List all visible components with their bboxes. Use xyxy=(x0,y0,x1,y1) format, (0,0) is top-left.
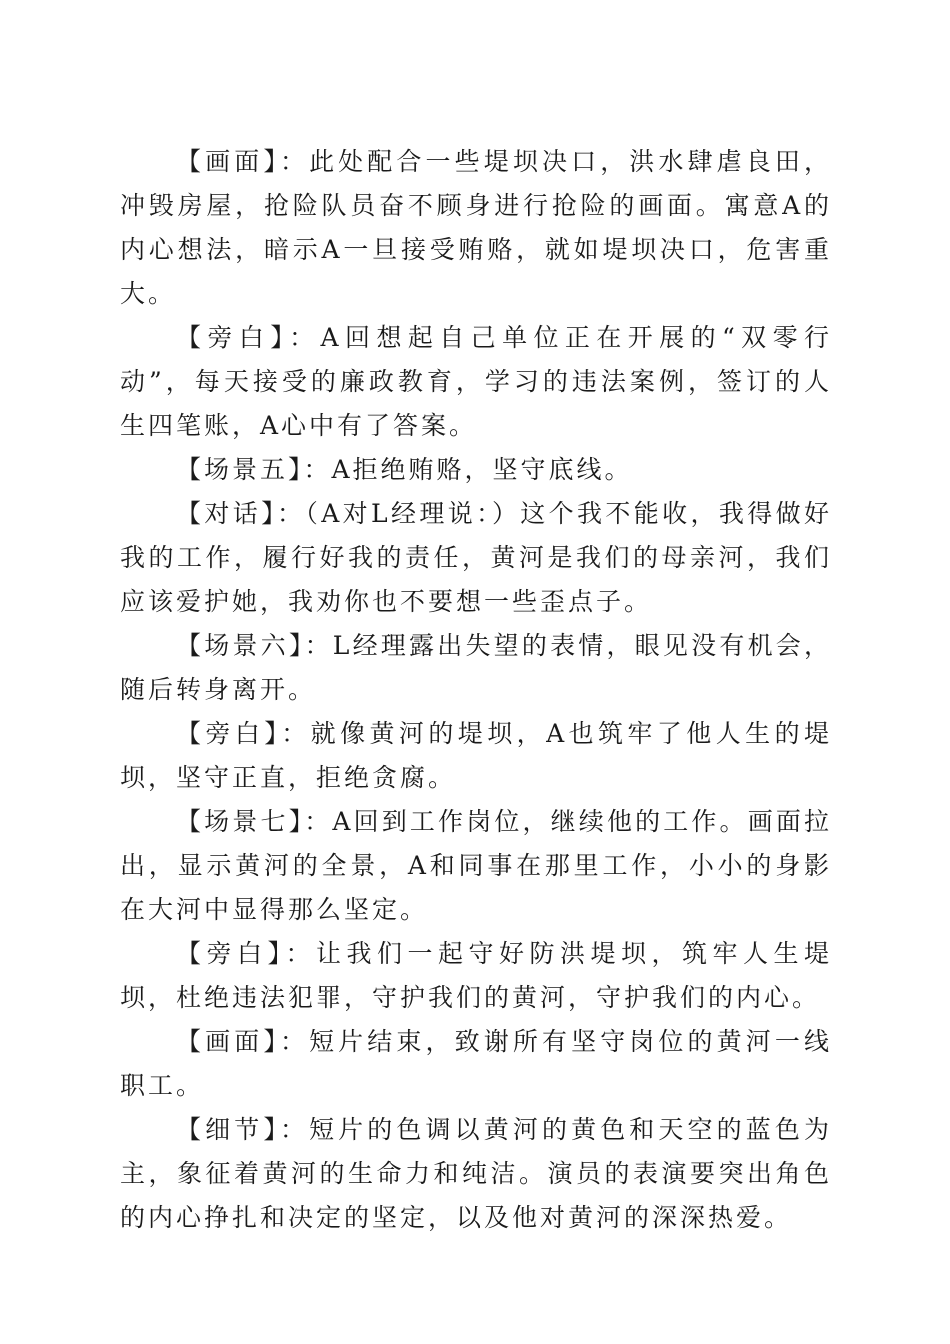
paragraph-scene-visual-2: 【画面】：短片结束，致谢所有坚守岗位的黄河一线职工。 xyxy=(120,1027,832,1100)
paragraph-narration-2: 【旁白】：就像黄河的堤坝，A也筑牢了他人生的堤坝，坚守正直，拒绝贪腐。 xyxy=(120,719,832,792)
document-body xyxy=(120,140,832,1240)
paragraph-scene-6: 【场景六】：L经理露出失望的表情，眼见没有机会，随后转身离开。 xyxy=(120,631,832,704)
paragraph-scene-visual-1: 【画面】：此处配合一些堤坝决口，洪水肆虐良田，冲毁房屋，抢险队员奋不顾身进行抢险的画面。寓意A的内心想法，暗示A一旦接受贿赂，就如堤坝决口，危害重大。 xyxy=(120,147,832,308)
paragraph-details: 【细节】：短片的色调以黄河的黄色和天空的蓝色为主，象征着黄河的生命力和纯洁。演员的表演要突出角色的内心挣扎和决定的坚定，以及他对黄河的深深热爱。 xyxy=(120,1115,832,1232)
paragraph-narration-1: 【旁白】：A回想起自己单位正在开展的“双零行动”，每天接受的廉政教育，学习的违法案例，签订的人生四笔账，A心中有了答案。 xyxy=(120,323,832,440)
paragraph-narration-3: 【旁白】：让我们一起守好防洪堤坝，筑牢人生堤坝，杜绝违法犯罪，守护我们的黄河，守护我们的内心。 xyxy=(120,939,832,1012)
paragraph-scene-7: 【场景七】：A回到工作岗位，继续他的工作。画面拉出，显示黄河的全景，A和同事在那里工作，小小的身影在大河中显得那么坚定。 xyxy=(120,807,832,924)
paragraph-scene-5: 【场景五】：A拒绝贿赂，坚守底线。 xyxy=(176,455,633,484)
paragraph-dialogue: 【对话】：（A对L经理说：）这个我不能收，我得做好我的工作，履行好我的责任，黄河是我们的母亲河，我们应该爱护她，我劝你也不要想一些歪点子。 xyxy=(120,499,832,616)
